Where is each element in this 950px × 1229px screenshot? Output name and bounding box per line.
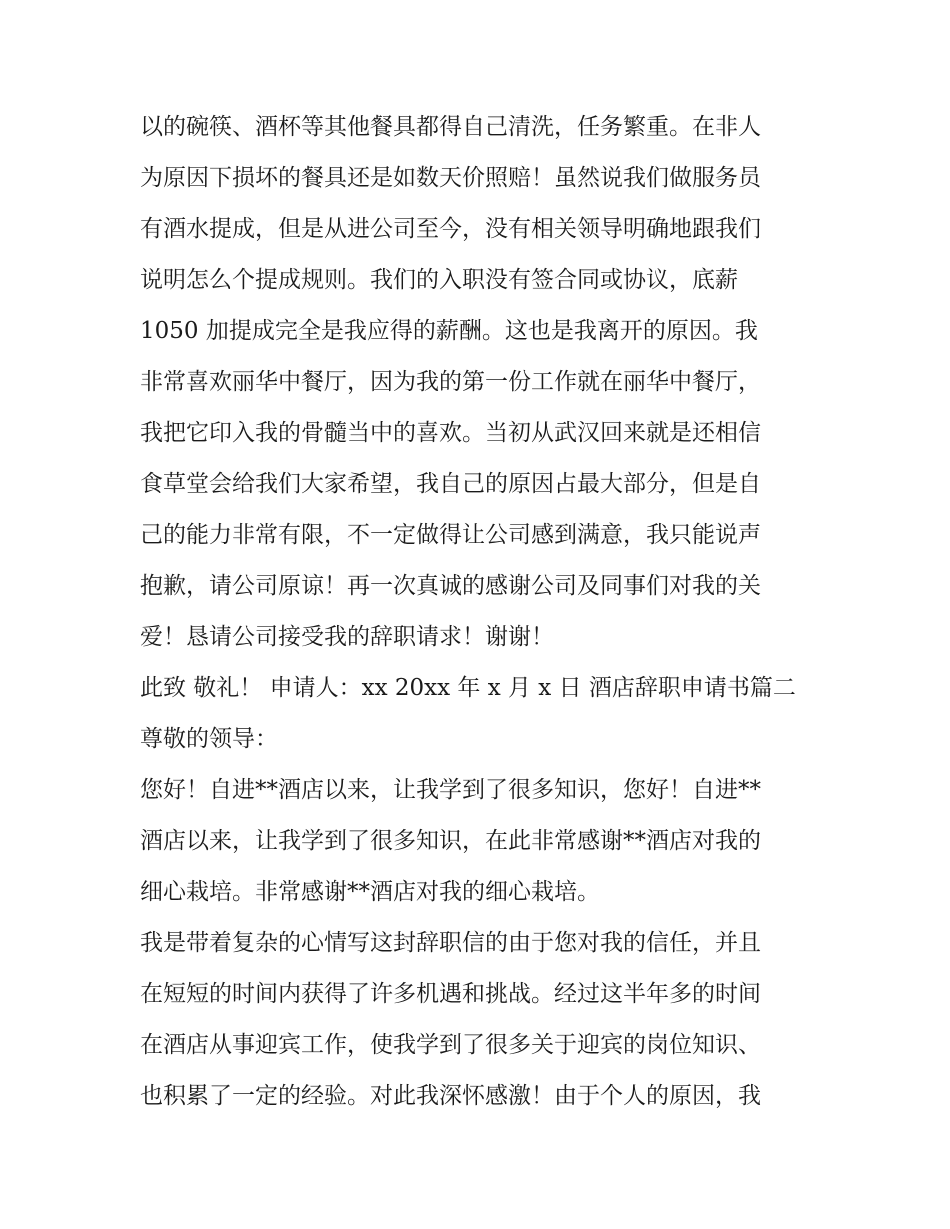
text-line: 酒店以来，让我学到了很多知识，在此非常感谢**酒店对我的 — [140, 828, 761, 854]
text-line: 说明怎么个提成规则。我们的入职没有签合同或协议，底薪 — [140, 267, 738, 293]
text-line: 非常喜欢丽华中餐厅，因为我的第一份工作就在丽华中餐厅， — [140, 369, 761, 395]
text-line: 己的能力非常有限，不一定做得让公司感到满意，我只能说声 — [140, 522, 761, 548]
text-line: 以的碗筷、酒杯等其他餐具都得自己清洗，任务繁重。在非人 — [140, 114, 761, 140]
text-line: 也积累了一定的经验。对此我深怀感激！由于个人的原因，我 — [140, 1083, 761, 1109]
text-line: 在酒店从事迎宾工作，使我学到了很多关于迎宾的岗位知识、 — [140, 1032, 761, 1058]
document-body — [140, 102, 820, 1122]
text-line: 我是带着复杂的心情写这封辞职信的由于您对我的信任，并且 — [140, 930, 761, 956]
text-line: 1050 加提成完全是我应得的薪酬。这也是我离开的原因。我 — [140, 318, 758, 344]
text-line: 有酒水提成，但是从进公司至今，没有相关领导明确地跟我们 — [140, 216, 761, 242]
text-line: 抱歉，请公司原谅！再一次真诚的感谢公司及同事们对我的关 — [140, 573, 761, 599]
text-line: 尊敬的领导： — [140, 726, 278, 752]
text-line: 为原因下损坏的餐具还是如数天价照赔！虽然说我们做服务员 — [140, 165, 761, 191]
text-line: 此致 敬礼！ 申请人：xx 20xx 年 x 月 x 日 酒店辞职申请书篇二 — [140, 675, 796, 701]
text-line: 食草堂会给我们大家希望，我自己的原因占最大部分，但是自 — [140, 471, 761, 497]
text-line: 细心栽培。非常感谢**酒店对我的细心栽培。 — [140, 879, 600, 905]
text-line: 我把它印入我的骨髓当中的喜欢。当初从武汉回来就是还相信 — [140, 420, 761, 446]
text-line: 在短短的时间内获得了许多机遇和挑战。经过这半年多的时间 — [140, 981, 761, 1007]
text-line: 您好！自进**酒店以来，让我学到了很多知识，您好！自进** — [140, 777, 761, 803]
text-line: 爱！恳请公司接受我的辞职请求！谢谢！ — [140, 624, 554, 650]
